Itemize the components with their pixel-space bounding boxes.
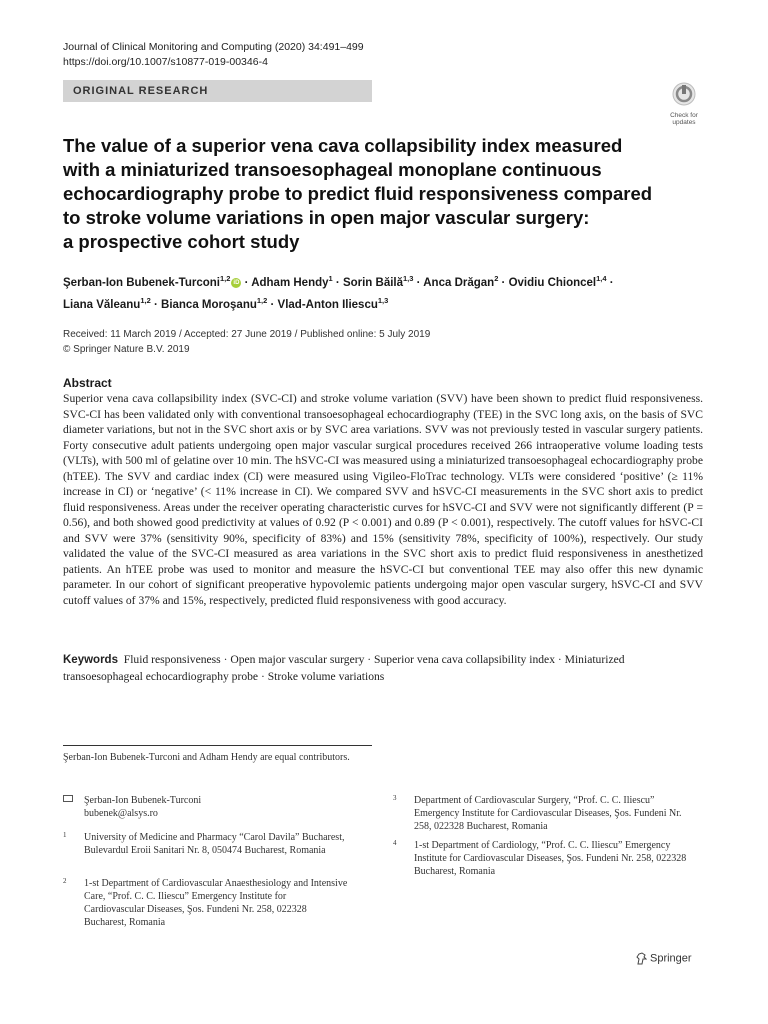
check-for-updates-icon xyxy=(672,82,696,106)
author-affil-sup: 1,2 xyxy=(219,274,231,283)
springer-logo xyxy=(636,952,692,965)
author-affil-sup: 1,3 xyxy=(377,295,389,305)
keywords-text: Fluid responsiveness · Open major vascular surgery · Superior vena cava collapsibility index · Miniaturized transoesophageal echocardiography probe · Stroke volume variations xyxy=(63,653,625,683)
author-affil-sup: 1,4 xyxy=(596,274,607,283)
author-name[interactable]: Ovidiu Chioncel xyxy=(508,276,597,289)
affiliation-number: 3 xyxy=(393,794,397,802)
affiliation-1 xyxy=(63,831,348,857)
author-name[interactable]: Sorin Băilă xyxy=(342,276,404,289)
envelope-icon xyxy=(63,795,73,802)
journal-citation: Journal of Clinical Monitoring and Computing (2020) 34:491–499 xyxy=(63,41,364,53)
journal-header xyxy=(63,40,364,70)
springer-horse-icon xyxy=(636,952,647,965)
affiliation-text: University of Medicine and Pharmacy “Carol Davila” Bucharest, Bulevardul Eroii Sanitari Nr. 8, 050474 Bucharest, Romania xyxy=(84,832,345,856)
affiliation-number: 4 xyxy=(393,839,397,847)
corresponding-author-email[interactable]: bubenek@alsys.ro xyxy=(84,808,158,819)
history-dates: Received: 11 March 2019 / Accepted: 27 June 2019 / Published online: 5 July 2019 xyxy=(63,329,431,340)
check-for-updates-label: Check for updates xyxy=(670,112,698,126)
footnote-divider xyxy=(63,745,372,746)
section-banner: ORIGINAL RESEARCH xyxy=(63,80,372,102)
equal-contribution-note: Şerban-Ion Bubenek-Turconi and Adham Hendy are equal contributors. xyxy=(63,752,350,763)
affiliation-number: 1 xyxy=(63,831,67,839)
copyright: © Springer Nature B.V. 2019 xyxy=(63,344,190,355)
abstract-heading: Abstract xyxy=(63,376,112,390)
title-line: a prospective cohort study xyxy=(63,231,300,252)
publication-dates xyxy=(63,327,430,357)
article-title xyxy=(63,134,663,254)
affiliation-text: Department of Cardiovascular Surgery, “Prof. C. C. Iliescu” Emergency Institute for Cardiovascular Diseases, Şos. Fundeni Nr. 258, 022328 Bucharest, Romania xyxy=(414,795,682,832)
doi-link[interactable]: https://doi.org/10.1007/s10877-019-00346-4 xyxy=(63,56,268,68)
affiliation-3 xyxy=(393,794,693,833)
author-name[interactable]: Adham Hendy xyxy=(251,276,329,289)
corresponding-author xyxy=(63,794,372,820)
author-affil-sup: 1,2 xyxy=(256,295,268,305)
author-affil-sup: 1,2 xyxy=(140,295,151,305)
author-affil-sup: 2 xyxy=(494,274,499,283)
author-name[interactable]: Vlad-Anton Iliescu xyxy=(277,298,378,311)
check-for-updates-badge[interactable] xyxy=(665,82,703,124)
orcid-icon[interactable]: iD xyxy=(233,279,240,286)
author-name[interactable]: Anca Drăgan xyxy=(423,276,495,289)
keywords-block xyxy=(63,652,703,684)
affiliation-4 xyxy=(393,839,693,878)
title-line: The value of a superior vena cava collapsibility index measured xyxy=(63,135,623,156)
corresponding-author-name: Şerban-Ion Bubenek-Turconi xyxy=(84,795,202,806)
author-name[interactable]: Bianca Moroşanu xyxy=(161,298,257,311)
author-list: Şerban-Ion Bubenek-Turconi$^{1,2}$ iD · Adham Hendy$^1$ · Sorin Băilă$^{1,3}$ · Anca Drăgan$^2$ · Ovidiu Chioncel$^{1,4}$ · Liana Văleanu$^{1,2}$ · Bianca Moroşanu$^{1,2}$ · Vlad-Anton Iliescu$^{1,3}$ xyxy=(63,274,614,311)
title-line: echocardiography probe to predict fluid responsiveness compared xyxy=(63,183,653,204)
author-name[interactable]: Liana Văleanu xyxy=(63,298,141,311)
affiliation-2 xyxy=(63,877,348,929)
title-line: to stroke volume variations in open major vascular surgery: xyxy=(63,207,590,228)
affiliation-text: 1-st Department of Cardiovascular Anaesthesiology and Intensive Care, “Prof. C. C. Iliescu” Emergency Institute for Cardiovascular Diseases, Şos. Fundeni Nr. 258, 022328 Bucharest, Romania xyxy=(84,878,348,928)
author-name[interactable]: Şerban-Ion Bubenek-Turconi xyxy=(63,276,220,289)
author-affil-sup: 1 xyxy=(328,274,333,283)
affiliation-text: 1-st Department of Cardiology, “Prof. C. C. Iliescu” Emergency Institute for Cardiovascular Diseases, Şos. Fundeni Nr. 258, 022328 Bucharest, Romania xyxy=(414,840,687,877)
abstract-text: Superior vena cava collapsibility index (SVC-CI) and stroke volume variation (SVV) have been shown to predict fluid responsiveness. SVC-CI has been validated only with conventional transoesophageal echocardiography (TEE) in the SVC long axis, on the basis of SVC diameter variations, but not in the SVC short axis or by SVC area variations. SVV was not previously tested in vascular surgery patients. Forty consecutive adult patients undergoing open major vascular surgical procedures received 266 intraoperative volume loading tests (VLTs), with 500 ml of gelatine over 10 min. The hSVC-CI was measured using a miniaturized transoesophageal echocardiography probe (hTEE). The SVV and cardiac index (CI) were measured using Vigileo-FloTrac technology. VLTs were considered ‘positive’ (≥ 11% increase in CI) or ‘negative’ (< 11% increase in CI). We compared SVV and hSVC-CI measurements in the SVC short axis to predict fluid responsiveness. Areas under the receiver operating characteristic curves for hSVC-CI and SVV were not significantly different (P = 0.56), and both showed good predictivity at values of 0.92 (P < 0.001) and 0.89 (P < 0.001), respectively. The cutoff values for hSVC-CI and SVV were 37% (sensitivity 90%, specificity of 83%) and 15% (sensitivity 78%, specificity of 100%), respectively. Our study validated the value of the SVC-CI measured as area variations in the SVC short axis to predict fluid responsiveness in anesthetized patients. An hTEE probe was used to monitor and measure the hSVC-CI but conventional TEE may also offer this new dynamic parameter. In our cohort of significant preoperative hypovolemic patients undergoing major open vascular surgery, hSVC-CI and SVV cutoff values of 37% and 15%, respectively, predicted fluid responsiveness with good accuracy. xyxy=(63,392,703,607)
title-line: with a miniaturized transoesophageal monoplane continuous xyxy=(63,159,602,180)
author-affil-sup: 1,3 xyxy=(403,274,414,283)
publisher-name: Springer xyxy=(650,952,692,965)
affiliation-number: 2 xyxy=(63,877,67,885)
keywords-heading: Keywords xyxy=(63,654,118,666)
